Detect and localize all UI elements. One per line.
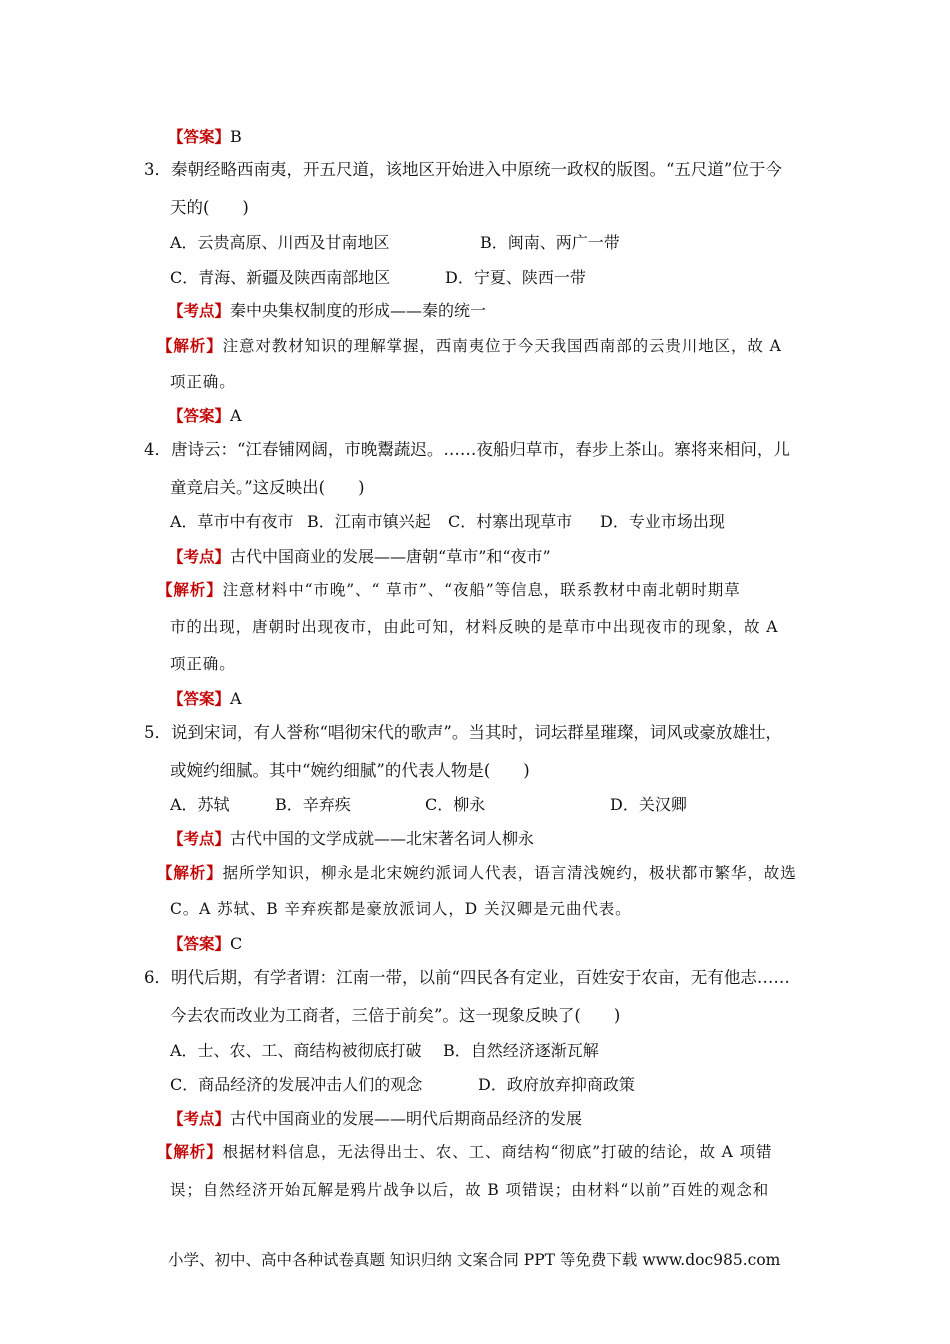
point-text: 古代中国的文学成就——北宋著名词人柳永 — [230, 829, 535, 848]
question-4-analysis-2: 市的出现，唐朝时出现夜市，由此可知，材料反映的是草市中出现夜市的现象，故 A — [170, 618, 779, 636]
answer-value: A — [230, 406, 242, 425]
answer-label: 【答案】 — [168, 128, 231, 146]
question-text: 秦朝经略西南夷，开五尺道，该地区开始进入中原统一政权的版图。“五尺道”位于今 — [171, 160, 782, 179]
option-a: A．草市中有夜市 — [170, 512, 294, 531]
analysis-label: 【解析】 — [157, 581, 223, 599]
answer-value: A — [230, 689, 242, 708]
point-label: 【考点】 — [168, 830, 231, 848]
question-number: 5． — [144, 723, 171, 742]
point-text: 古代中国商业的发展——唐朝“草市”和“夜市” — [230, 547, 551, 566]
point-text: 秦中央集权制度的形成——秦的统一 — [230, 301, 487, 320]
question-text: 明代后期，有学者谓：江南一带，以前“四民各有定业，百姓安于农亩，无有他志…… — [171, 968, 790, 987]
answer-label: 【答案】 — [168, 407, 231, 425]
answer-line-2 — [168, 127, 242, 147]
question-4-stem-2: 童竞启关。”这反映出( ) — [170, 478, 365, 497]
question-4-options — [170, 512, 725, 532]
question-3-stem-1 — [144, 160, 782, 180]
page-footer: 小学、初中、高中各种试卷真题 知识归纳 文案合同 PPT 等免费下载 www.doc985.com — [168, 1251, 781, 1269]
question-3-options-2 — [170, 268, 586, 288]
option-d: D．专业市场出现 — [600, 512, 725, 531]
question-6-stem-1 — [144, 968, 790, 988]
option-d: D．政府放弃抑商政策 — [478, 1075, 635, 1094]
analysis-text: 注意对教材知识的理解掌握，西南夷位于今天我国西南部的云贵川地区，故 A — [222, 337, 782, 355]
point-label: 【考点】 — [168, 548, 231, 566]
analysis-label: 【解析】 — [157, 337, 223, 355]
question-3-options-1 — [170, 233, 620, 253]
option-d: D．宁夏、陕西一带 — [445, 268, 586, 287]
analysis-label: 【解析】 — [157, 864, 223, 882]
question-3-analysis-1 — [157, 336, 782, 356]
question-6-point — [168, 1109, 582, 1129]
option-a: A．云贵高原、川西及甘南地区 — [170, 233, 390, 252]
question-3-analysis-2: 项正确。 — [170, 373, 236, 391]
answer-value: B — [230, 127, 242, 146]
question-4-analysis-3: 项正确。 — [170, 655, 236, 673]
question-text: 说到宋词，有人誉称“唱彻宋代的歌声”。当其时，词坛群星璀璨，词风或豪放雄壮， — [171, 723, 782, 742]
option-c: C．商品经济的发展冲击人们的观念 — [170, 1075, 423, 1094]
question-5-stem-1 — [144, 723, 782, 743]
question-3-answer — [168, 406, 242, 426]
question-number: 3． — [144, 160, 171, 179]
question-3-stem-2: 天的( ) — [170, 198, 249, 217]
question-6-analysis-1 — [157, 1142, 772, 1162]
option-a: A．苏轼 — [170, 795, 230, 814]
question-number: 6． — [144, 968, 171, 987]
question-5-analysis-1 — [157, 863, 797, 883]
analysis-text: 根据材料信息，无法得出士、农、工、商结构“彻底”打破的结论，故 A 项错 — [222, 1143, 773, 1161]
question-5-options — [170, 795, 687, 815]
option-b: B．闽南、两广一带 — [480, 233, 620, 252]
point-label: 【考点】 — [168, 1110, 231, 1128]
option-c: C．青海、新疆及陕西南部地区 — [170, 268, 391, 287]
question-6-analysis-2: 误；自然经济开始瓦解是鸦片战争以后，故 B 项错误；由材料“以前”百姓的观念和 — [170, 1181, 770, 1199]
answer-label: 【答案】 — [168, 690, 231, 708]
option-c: C．柳永 — [425, 795, 486, 814]
analysis-label: 【解析】 — [157, 1143, 223, 1161]
analysis-text: 据所学知识，柳永是北宋婉约派词人代表，语言清浅婉约，极状都市繁华，故选 — [222, 864, 797, 882]
question-6-options-1 — [170, 1041, 599, 1061]
question-5-answer — [168, 934, 242, 954]
question-4-point — [168, 547, 551, 567]
question-4-answer — [168, 689, 242, 709]
point-text: 古代中国商业的发展——明代后期商品经济的发展 — [230, 1109, 583, 1128]
question-4-analysis-1 — [157, 580, 741, 600]
option-d: D．关汉卿 — [610, 795, 687, 814]
analysis-text: 注意材料中“市晚”、“ 草市”、“夜船”等信息，联系教材中南北朝时期草 — [222, 581, 741, 599]
question-6-options-2 — [170, 1075, 635, 1095]
answer-label: 【答案】 — [168, 935, 231, 953]
answer-value: C — [230, 934, 243, 953]
point-label: 【考点】 — [168, 302, 231, 320]
question-5-point — [168, 829, 534, 849]
question-number: 4． — [144, 440, 171, 459]
option-b: B．江南市镇兴起 — [307, 512, 431, 531]
option-a: A．士、农、工、商结构被彻底打破 — [170, 1041, 422, 1060]
question-3-point — [168, 301, 486, 321]
option-c: C．村寨出现草市 — [448, 512, 573, 531]
question-5-stem-2: 或婉约细腻。其中“婉约细腻”的代表人物是( ) — [170, 761, 530, 780]
question-text: 唐诗云：“江春铺网阔，市晚鬻蔬迟。……夜船归草市，春步上茶山。寨将来相问，儿 — [171, 440, 790, 459]
question-6-stem-2: 今去农而改业为工商者，三倍于前矣”。这一现象反映了( ) — [170, 1006, 621, 1025]
option-b: B．自然经济逐渐瓦解 — [443, 1041, 599, 1060]
option-b: B．辛弃疾 — [275, 795, 351, 814]
question-4-stem-1 — [144, 440, 790, 460]
question-5-analysis-2: C。A 苏轼、B 辛弃疾都是豪放派词人，D 关汉卿是元曲代表。 — [170, 900, 632, 918]
